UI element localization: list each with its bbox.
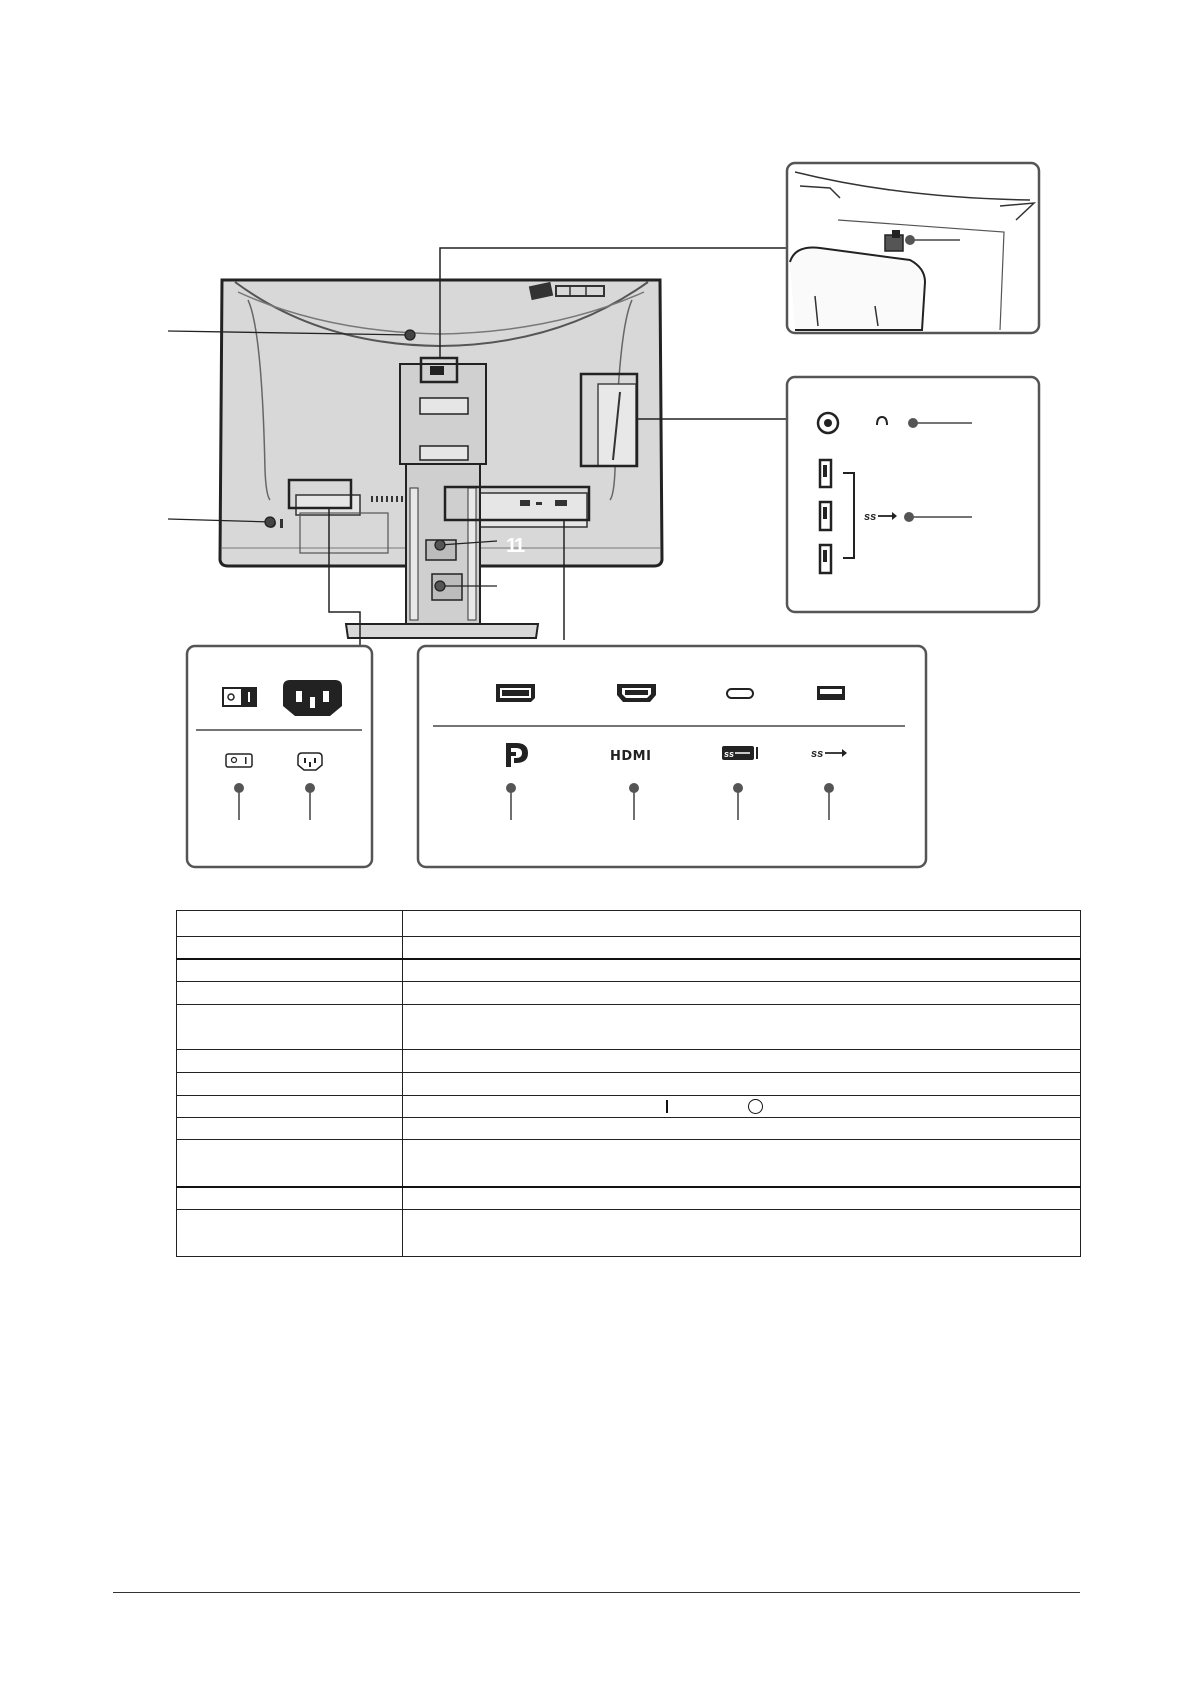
table-row: [177, 959, 1081, 982]
table-row: [177, 1187, 1081, 1210]
table-row: [177, 911, 1081, 937]
displayport-connector: [496, 684, 535, 702]
svg-text:HDMI: HDMI: [610, 749, 652, 764]
power-switch-icon: [222, 687, 257, 707]
svg-text:ss: ss: [811, 748, 824, 760]
table-row: [177, 1140, 1081, 1187]
table-row: [177, 1005, 1081, 1050]
power-detail-panel: [187, 646, 372, 867]
side-ports-detail-panel: [787, 377, 1039, 612]
table-row: [177, 1096, 1081, 1118]
power-connector-icon: [283, 680, 342, 716]
table-row: [177, 1050, 1081, 1073]
tilt-latch-detail-panel: [787, 163, 1039, 333]
usb-upstream-connector: [817, 686, 845, 700]
stand-number-label: 11: [506, 535, 524, 557]
power-switch-small-icon: [226, 754, 252, 767]
power-symbol-cell: [403, 1096, 1081, 1118]
power-on-symbol-icon: [666, 1100, 668, 1113]
svg-text:ss: ss: [724, 749, 735, 759]
hdmi-connector: [617, 684, 656, 702]
table-row: [177, 937, 1081, 959]
table-row: [177, 1210, 1081, 1257]
connector-description-table: [176, 910, 1081, 1257]
signal-ports-detail-panel: [418, 646, 926, 867]
table-row: [177, 1073, 1081, 1096]
power-off-symbol-icon: [748, 1099, 763, 1114]
power-connector-small-icon: [298, 753, 322, 770]
table-row: [177, 982, 1081, 1005]
usb-c-connector: [727, 689, 753, 698]
usb-c-superspeed-icon: [722, 746, 758, 760]
svg-text:ss: ss: [864, 511, 877, 523]
hdmi-icon: [610, 749, 651, 764]
table-row: [177, 1118, 1081, 1140]
footer-divider: [113, 1592, 1080, 1593]
